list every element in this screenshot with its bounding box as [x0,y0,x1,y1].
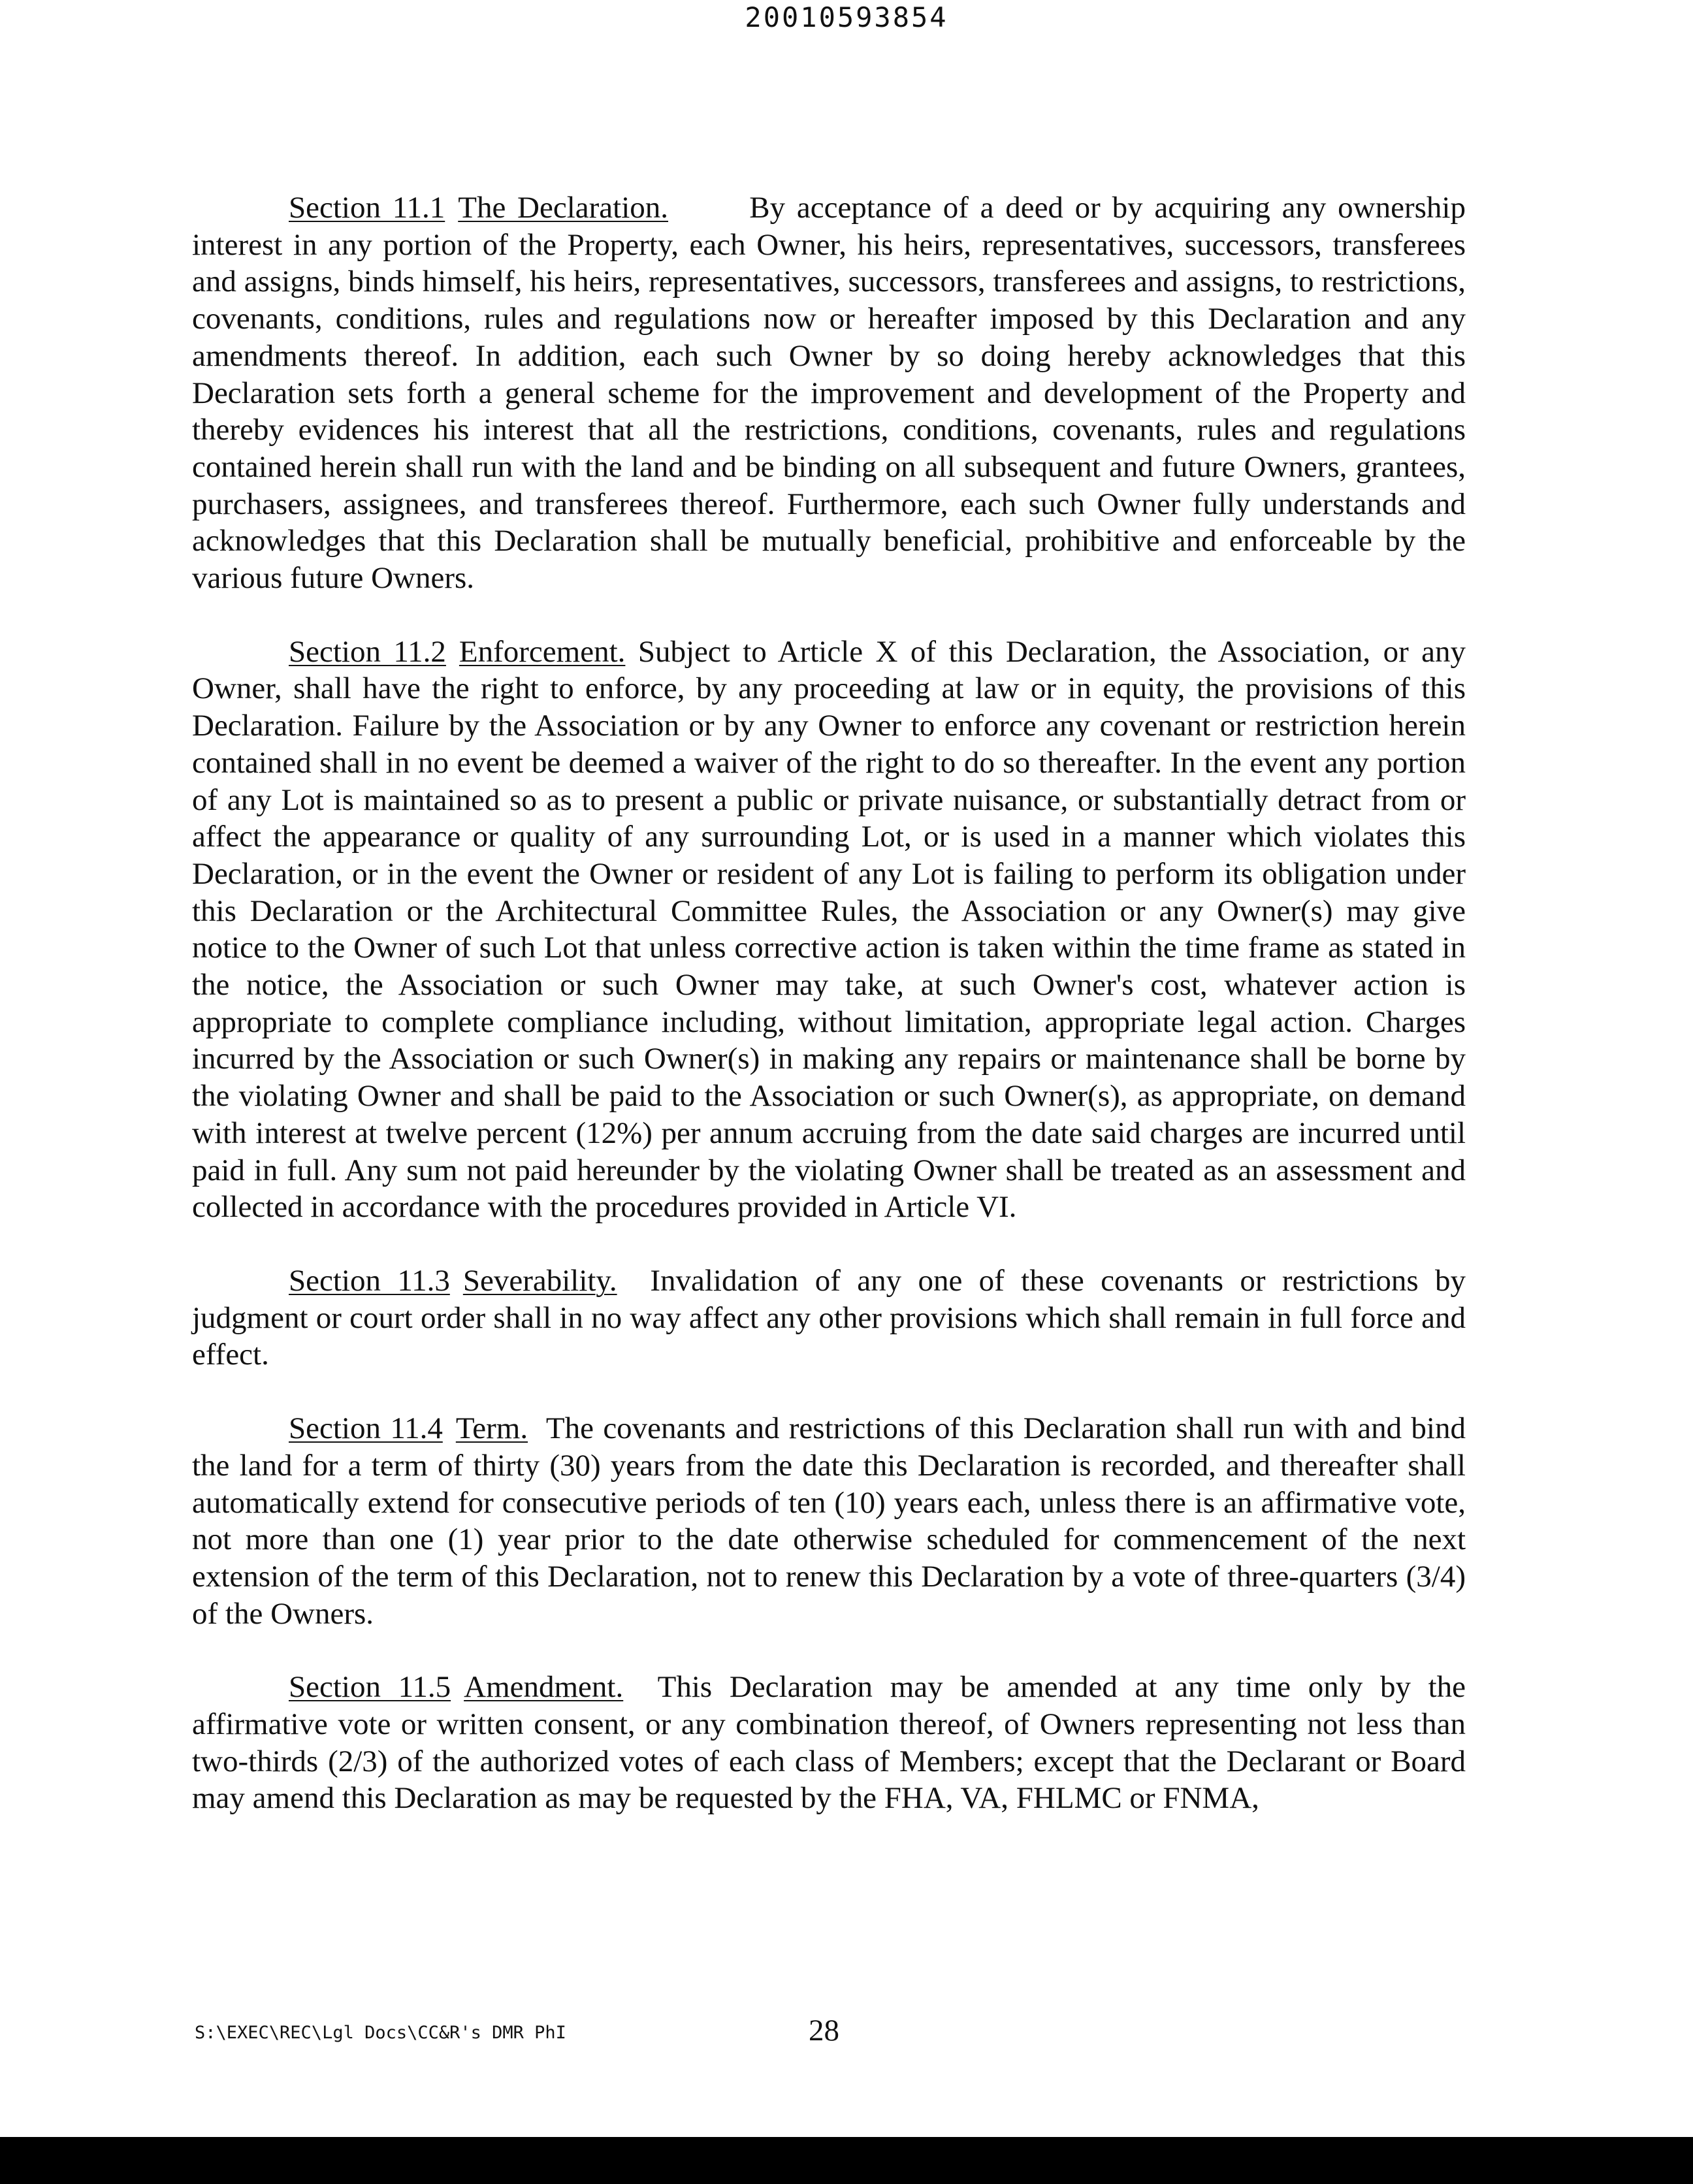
section-number: Section 11.1 [289,191,445,225]
section-title: Enforcement. [459,634,626,669]
section-body: This Declaration may be amended at any time only by the affirmative vote or written consent, or any combination thereof, of Owners representing not less than two-thirds (2/3) of the authorized votes of each class of Members; except that the Declarant or Board may amend this Declaration as may be requested by the FHA, VA, FHLMC or FNMA, [192,1670,1466,1816]
page-number: 28 [809,2014,839,2048]
section-number: Section 11.4 [289,1411,443,1446]
section-body: The covenants and restrictions of this Declaration shall run with and bind the land for a term of thirty (30) years from the date this Declaration is recorded, and thereafter shall automatically extend for consecutive periods of ten (10) years each, unless there is an affirmative vote, not more than one (1) year prior to the date otherwise scheduled for commencement of the next extension of the term of this Declaration, not to renew this Declaration by a vote of three-quarters (3/4) of the Owners. [192,1411,1466,1631]
section-title: The Declaration. [458,191,669,225]
section-number: Section 11.3 [289,1263,450,1298]
section-11-4-paragraph [192,1410,1466,1632]
section-11-2-paragraph [192,634,1466,1226]
section-title: Amendment. [464,1670,624,1705]
section-body: By acceptance of a deed or by acquiring any ownership interest in any portion of the Property, each Owner, his heirs, representatives, successors, transferees and assigns, binds himself, his heirs, representatives, successors, transferees and assigns, to restrictions, covenants, conditions, rules and regulations now or hereafter imposed by this Declaration and any amendments thereof. In addition, each such Owner by so doing hereby acknowledges that this Declaration sets forth a general scheme for the improvement and development of the Property and thereby evidences his interest that all the restrictions, conditions, covenants, rules and regulations contained herein shall run with the land and be binding on all subsequent and future Owners, grantees, purchasers, assignees, and transferees thereof. Furthermore, each such Owner fully understands and acknowledges that this Declaration shall be mutually beneficial, prohibitive and enforceable by the various future Owners. [192,191,1466,596]
section-number: Section 11.5 [289,1670,451,1705]
section-body: Invalidation of any one of these covenants or restrictions by judgment or court order shall in no way affect any other provisions which shall remain in full force and effect. [192,1263,1466,1372]
footer-file-path: S:\EXEC\REC\Lgl Docs\CC&R's DMR PhI [195,2023,566,2043]
section-11-3-paragraph [192,1262,1466,1373]
section-11-1-paragraph [192,189,1466,597]
section-title: Term. [455,1411,528,1446]
section-title: Severability. [462,1263,617,1298]
section-body: Subject to Article X of this Declaration, the Association, or any Owner, shall have the right to enforce, by any proceeding at law or in equity, the provisions of this Declaration. Failure by the Association or by any Owner to enforce any covenant or restriction herein contained shall in no event be deemed a waiver of the right to do so thereafter. In the event any portion of any Lot is maintained so as to present a public or private nuisance, or substantially detract from or affect the appearance or quality of any surrounding Lot, or is used in a manner which violates this Declaration, or in the event the Owner or resident of any Lot is failing to perform its obligation under this Declaration or the Architectural Committee Rules, the Association or any Owner(s) may give notice to the Owner of such Lot that unless corrective action is taken within the time frame as stated in the notice, the Association or such Owner may take, at such Owner's cost, whatever action is appropriate to complete compliance including, without limitation, appropriate legal action. Charges incurred by the Association or such Owner(s) in making any repairs or maintenance shall be borne by the violating Owner and shall be paid to the Association or such Owner(s), as appropriate, on demand with interest at twelve percent (12%) per annum accruing from the date said charges are incurred until paid in full. Any sum not paid hereunder by the violating Owner shall be treated as an assessment and collected in accordance with the procedures provided in Article VI. [192,634,1466,1225]
document-body [192,189,1466,1854]
document-number: 20010593854 [745,1,948,33]
section-number: Section 11.2 [289,634,446,669]
section-11-5-paragraph [192,1669,1466,1817]
